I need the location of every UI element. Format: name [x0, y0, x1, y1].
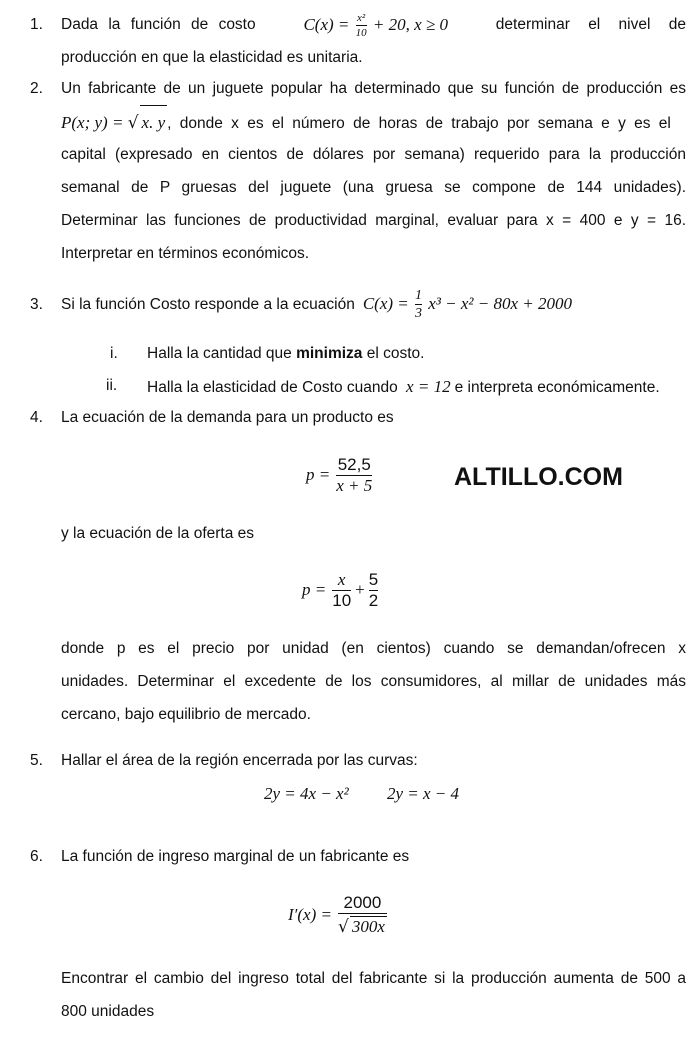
problem-2-line-2: P(x; y) = √ x. y , donde x es el número de horas de trabajo por semana e y es el — [61, 105, 686, 138]
cost-cubic-formula: C(x) = $\frac{1}{3}$ x³ − x² − 80x + 2000 — [362, 287, 573, 321]
fraction: $\frac{1}{3}$ — [415, 287, 423, 321]
sub-item-text: Halla la cantidad que minimiza el costo. — [147, 345, 425, 362]
problem-text: determinar el nivel de — [495, 16, 686, 33]
curve-1: 2y = 4x − x² — [264, 784, 349, 803]
problem-6-line-a: Encontrar el cambio del ingreso total del fabricante si la producción aumenta de 500 a — [61, 970, 686, 987]
problem-number: 2. — [30, 80, 43, 97]
sub-item-text: Halla la elasticidad de Costo cuando x = 12 e interpreta económicamente. — [147, 377, 660, 396]
problem-6-intro: La función de ingreso marginal de un fabricante es — [61, 848, 410, 865]
problem-2-line-3: capital (expresado en cientos de dólares por semana) requerido para la producción — [61, 146, 686, 163]
problem-3-intro-line: Si la función Costo responde a la ecuación C(x) = $\frac{1}{3}$ x³ − x² − 80x + 2000 — [61, 287, 573, 321]
fraction: $\frac{52,5}{x + 5}$ — [336, 455, 373, 495]
roman-numeral: ii. — [106, 377, 118, 394]
problem-number: 5. — [30, 752, 43, 769]
problem-number: 3. — [30, 296, 43, 313]
problem-1-line-2: producción en que la elasticidad es unitaria. — [61, 49, 363, 66]
problem-2-line-4: semanal de P gruesas del juguete (una gruesa se compone de 144 unidades). — [61, 179, 686, 196]
problem-4-intro: La ecuación de la demanda para un producto es — [61, 409, 394, 426]
problem-text: Dada la función de costo — [61, 16, 256, 33]
problem-4-line-b: unidades. Determinar el excedente de los consumidores, al millar de unidades más — [61, 673, 686, 690]
problem-2-line-1: Un fabricante de un juguete popular ha determinado que su función de producción es — [61, 80, 686, 97]
fraction: $\frac{2000}{√ 300x}$ — [337, 893, 385, 937]
curve-2: 2y = x − 4 — [386, 784, 459, 803]
fraction: $\frac{5}{2}$ — [368, 570, 379, 610]
problem-2-line-6: Interpretar en términos económicos. — [61, 245, 310, 262]
roman-numeral: i. — [110, 345, 118, 362]
problem-6-line-b: 800 unidades — [61, 1003, 155, 1020]
problem-4-line-c: cercano, bajo equilibrio de mercado. — [61, 706, 311, 723]
problem-number: 4. — [30, 409, 43, 426]
document-page: 1. Dada la función de costo C(x) = $\frac{\text{x²}}{10}$ + 20, x ≥ 0 determinar el nivel de producción en que la elasticidad es unitaria. 2. Un fabricante de un juguete popular ha determinado que su función de producción es P(x; y) = √ x. y , donde x es el número de horas de trabajo por semana e y es el capital (expresado en cientos de dólares por semana) requerido para la producción semanal de P gruesas del juguete (una gruesa se compone de 144 unidades). Determinar las funciones de productividad marginal, evaluar para x = 400 e y = 16. Interpretar en términos económicos. 3. Si la función Costo responde a la ecuación C(x) = $\frac{1}{3}$ x³ − x² − 80x + 2000 i. Halla la cantidad que minimiza el costo. ii. Halla la elasticidad de Costo cuando x = 12 e interpreta económicamente. 4. La ecuación de la demanda para un producto es p = $\frac{52,5}{x + 5}$ ALTILLO.COM y la ecuación de la oferta es p = $\frac{x}{10}$ + $\frac{5}{2}$ donde p es el precio por unidad (en cientos) cuando se demandan/ofrecen x unidades. Determinar el excedente de los consumidores, al millar de unidades más cercano, bajo equilibrio de mercado. 5. Hallar el área de la región encerrada por las curvas: 2y = 4x − x² 2y = x − 4 6. La función de ingreso marginal de un fabricante es I′(x) = $\frac{2000}{√ 300x}$ Encontrar el cambio del ingreso total del fabricante si la producción aumenta de 500 a 800 unidades — [0, 0, 700, 1064]
problem-5-intro: Hallar el área de la región encerrada por las curvas: — [61, 752, 418, 769]
problem-number: 6. — [30, 848, 43, 865]
problem-2-line-5: Determinar las funciones de productividad marginal, evaluar para x = 400 e y = 16. — [61, 212, 686, 229]
problem-4-line-a: donde p es el precio por unidad (en cientos) cuando se demandan/ofrecen x — [61, 640, 686, 657]
supply-equation: p = $\frac{x}{10}$ + $\frac{5}{2}$ — [302, 570, 379, 610]
fraction: $\frac{x}{10}$ — [332, 570, 352, 610]
production-formula: P(x; y) = √ x. y — [61, 113, 167, 132]
curves-equations — [264, 784, 459, 804]
cost-formula: C(x) = $\frac{\text{x²}}{10}$ + 20, x ≥ 0 — [303, 12, 448, 40]
fraction: $\frac{\text{x²}}{10}$ — [355, 12, 367, 40]
problem-number: 1. — [30, 16, 43, 33]
marginal-revenue-formula: I′(x) = $\frac{2000}{√ 300x}$ — [288, 893, 385, 937]
watermark: ALTILLO.COM — [454, 463, 623, 491]
problem-1-line-1 — [61, 8, 686, 41]
